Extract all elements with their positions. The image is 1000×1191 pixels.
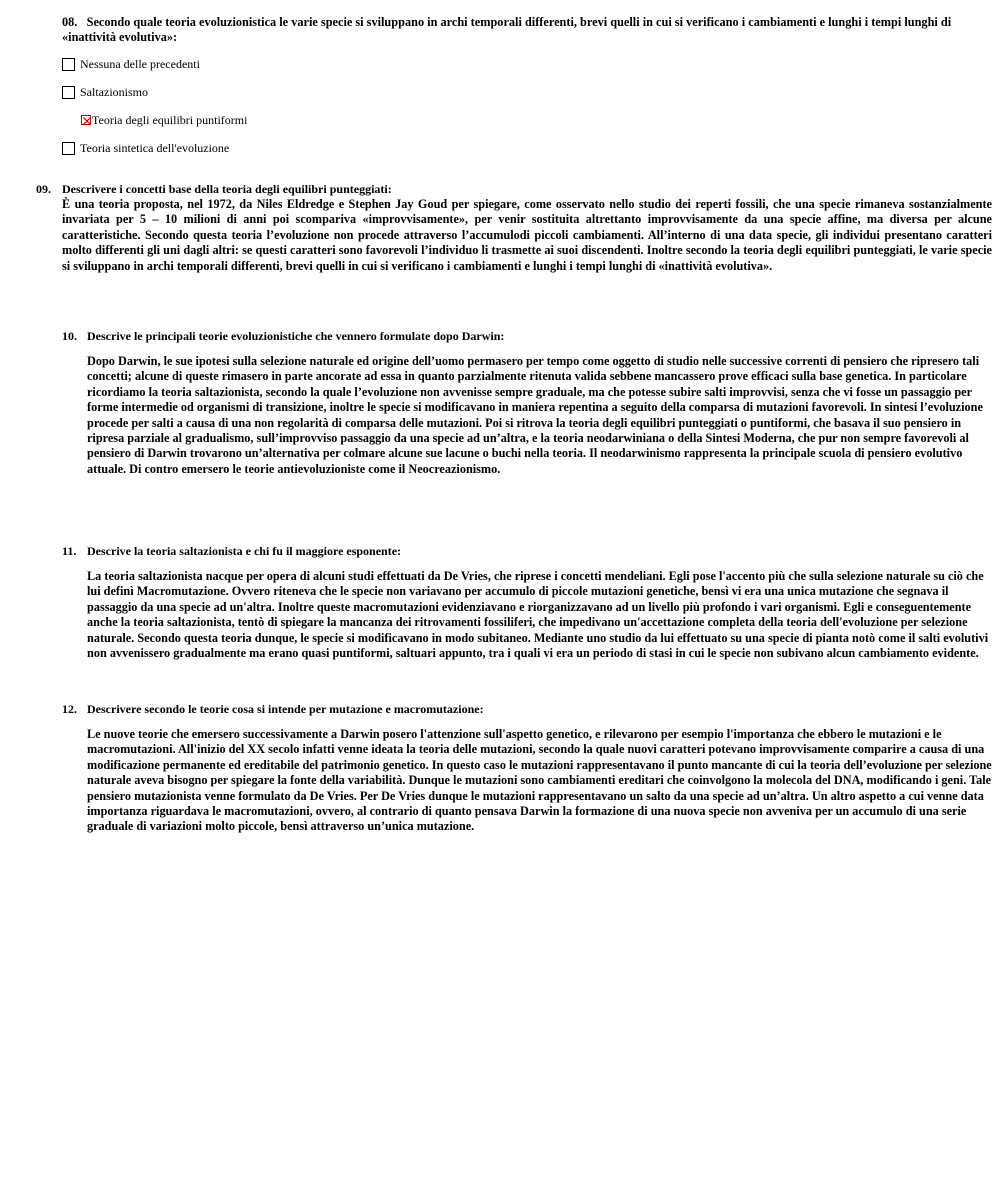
option-label-2: Saltazionismo (80, 85, 148, 99)
option-checkbox-2[interactable] (62, 86, 75, 99)
option-label-4: Teoria sintetica dell'evoluzione (80, 141, 230, 155)
question-08-number: 08. (62, 15, 78, 29)
question-10-title: Descrive le principali teorie evoluzionistiche che vennero formulate dopo Darwin: (87, 329, 505, 343)
question-11-number: 11. (62, 544, 77, 558)
option-checkbox-1[interactable] (62, 58, 75, 71)
question-09-answer: È una teoria proposta, nel 1972, da Niles Eldredge e Stephen Jay Goud per spiegare, come osservato nello studio dei reperti fossili, che una specie rimaneva sostanzialmente invariata per 5 – 10 milioni di anni poi scompariva «improvvisamente», per venir sostituita altrettanto improvvisamente da una specie affine, ma diversa per alcune caratteristiche. Secondo questa teoria l’evoluzione non procede attraverso l’accumulodi piccoli cambiamenti. All’interno di una data specie, gli individui presentano caratteri molto differenti gli uni dagli altri: se questi caratteri sono favorevoli l’individuo li trasmette ai suoi discendenti. Inoltre secondo la teoria degli equilibri punteggiati, le varie specie si sviluppano in archi temporali differenti, brevi quelli in cui si verificano i cambiamenti e lunghi i tempi lunghi di «inattività evolutiva». (62, 197, 992, 273)
option-label-1: Nessuna delle precedenti (80, 57, 200, 71)
question-11-answer: La teoria saltazionista nacque per opera di alcuni studi effettuati da De Vries, che riprese i concetti mendeliani. Egli pose l'accento più che sulla selezione naturale su ciò che lui definì Macromutazione. Ovvero riteneva che le specie non variavano per accumulo di piccole mutazioni genetiche, bensì vi era una unica mutazione che segnava il passaggio da una specie ad un'altra. Inoltre queste macromutazioni evidenziavano e riorganizzavano ad un livello più profondo i vari organismi. Egli e conseguentemente anche la teoria saltazionista, tentò di spiegare la mancanza dei ritrovamenti fossiliferi, che impedivano un'accettazione completa della teoria dell'evoluzione per selezione naturale. Secondo questa teoria dunque, le specie si modificavano in modo subitaneo. Mediante uno studio da lui effettuato su una specie di pianta notò come il salti evolutivi non avvenissero gradualmente ma erano quasi puntiformi, saltuari appunto, tra i quali vi era un periodo di stasi in cui le specie non subivano alcun cambiamento evidente. (87, 569, 989, 661)
question-09-title: Descrivere i concetti base della teoria degli equilibri punteggiati: (62, 182, 392, 196)
question-11-title: Descrive la teoria saltazionista e chi fu il maggiore esponente: (87, 544, 402, 558)
question-10-answer: Dopo Darwin, le sue ipotesi sulla selezione naturale ed origine dell’uomo permasero per tempo come oggetto di studio nelle successive correnti di pensiero che ripresero tali concetti; alcune di queste rimasero in parte ancorate ad essa in quanto parzialmente ritenuta valida sebbene mancassero prove efficaci sulla base genetica. In particolare ricordiamo la teoria saltazionista, secondo la quale l’evoluzione non avvenisse sempre graduale, ma che potesse subire salti improvvisi, senza che vi fosse un passaggio per forme intermedie od organismi di transizione, inoltre le specie si modificavano in maniera repentina a seguito della comparsa di mutazioni favorevoli. In sintesi l’evoluzione procede per salti a causa di una non regolarità di comparsa delle mutazioni. Poi si ritrova la teoria degli equilibri punteggiati o puntiformi, che basava il suo pensiero in ripresa parziale al gradualismo, sull’improvviso passaggio da una specie ad un’altra, e la teoria neodarwiniana o della Sintesi Moderna, che pur non sempre favorevoli al pensiero di Darwin trovarono un’alternativa per colmare alcune sue lacune o buchi nella teoria. Il neodarwinismo rappresenta la principale scuola di pensiero evolutivo attuale. Di contro emersero le teorie antievoluzioniste come il Neocreazionismo. (87, 354, 983, 476)
question-08 (62, 15, 962, 45)
option-checkbox-3-checked[interactable] (81, 115, 91, 125)
question-08-title (62, 15, 962, 45)
question-12-title: Descrivere secondo le teorie cosa si intende per mutazione e macromutazione: (87, 702, 484, 716)
question-09 (62, 182, 992, 274)
checkmark-x-icon (82, 116, 92, 126)
option-label-3: Teoria degli equilibri puntiformi (92, 113, 248, 127)
question-08-text: Secondo quale teoria evoluzionistica le varie specie si sviluppano in archi temporali differenti, brevi quelli in cui si verificano i cambiamenti e lunghi i tempi lunghi di «inattività evolutiva»: (62, 15, 952, 44)
question-10-number: 10. (62, 329, 77, 343)
question-09-number: 09. (36, 182, 51, 196)
option-checkbox-4[interactable] (62, 142, 75, 155)
question-12-number: 12. (62, 702, 77, 716)
question-12-answer: Le nuove teorie che emersero successivamente a Darwin posero l'attenzione sull'aspetto genetico, e rilevarono per esempio l'importanza che ebbero le mutazioni e le macromutazioni. All'inizio del XX secolo infatti venne ideata la teoria delle mutazioni, secondo la quale nuovi caratteri potevano improvvisamente comparire a causa di una modificazione permanente ed ereditabile del patrimonio genetico. In questo caso le mutazioni rappresentavano il punto mancante di cui la teoria dell’evoluzione per selezione naturale aveva bisogno per spiegare la fonte della variabilità. Dunque le mutazioni sono cambiamenti ereditari che coinvolgono la molecola del DNA, modificando i geni. Tale pensiero mutazionista venne formulato da De Vries. Per De Vries dunque le mutazioni rappresentavano un salto da una specie ad un’altra. Un altro aspetto a cui venne data importanza riguardava le macromutazioni, ovvero, al contrario di quanto pensava Darwin la formazione di una nuova specie non avveniva per un accumulo di una serie graduale di variazioni molto piccole, bensì attraverso un’unica mutazione. (87, 727, 992, 834)
